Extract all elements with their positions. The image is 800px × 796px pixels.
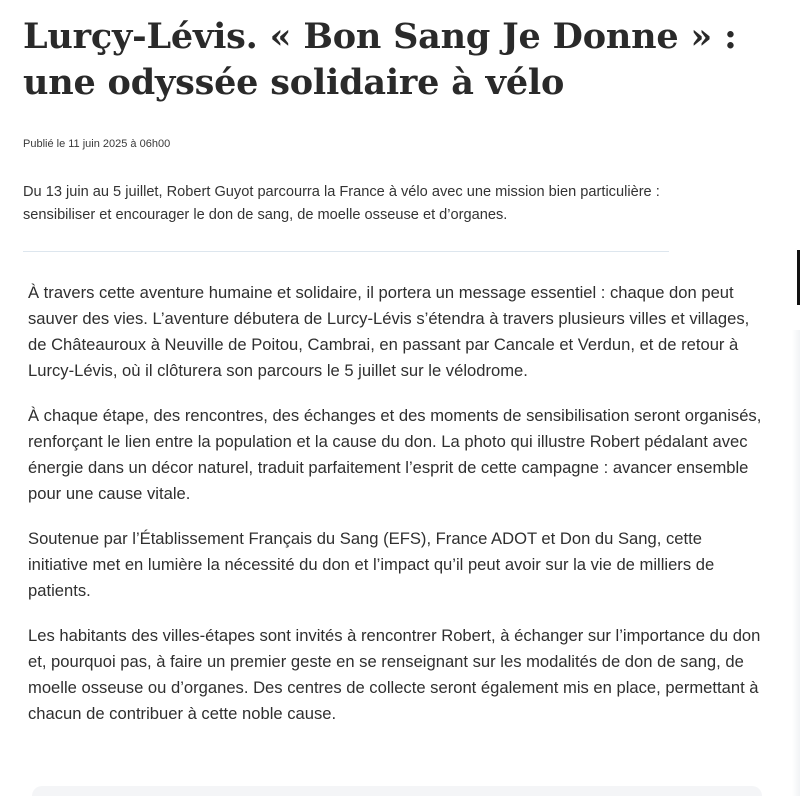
publication-date: Publié le 11 juin 2025 à 06h00 xyxy=(23,138,171,150)
article-paragraph: À travers cette aventure humaine et solidaire, il portera un message essentiel : chaque don peut sauver des vies. L’aventure débutera de Lurcy-Lévis s’étendra à travers plusieurs villes et villages, de Châteauroux à Neuville de Poitou, Cambrai, en passant par Cancale et Verdun, et de retour à Lurcy-Lévis, où il clôturera son parcours le 5 juillet sur le vélodrome. xyxy=(28,283,750,380)
page-edge-shadow xyxy=(792,330,800,796)
article-paragraph: Soutenue par l’Établissement Français du Sang (EFS), France ADOT et Don du Sang, cette initiative met en lumière la nécessité du don et l’impact qu’il peut avoir sur la vie de milliers de patients. xyxy=(28,529,715,600)
next-content-card xyxy=(32,786,762,796)
lead-separator xyxy=(23,251,669,252)
article-paragraph: Les habitants des villes-étapes sont invités à rencontrer Robert, à échanger sur l’importance du don et, pourquoi pas, à faire un premier geste en se renseignant sur les modalités de don de sang, de moelle osseuse ou d’organes. Des centres de collecte seront également mis en place, permettant à chacun de contribuer à cette noble cause. xyxy=(28,626,761,723)
article-body xyxy=(28,280,763,746)
article-lead: Du 13 juin au 5 juillet, Robert Guyot parcourra la France à vélo avec une mission bien particulière : sensibiliser et encourager le don de sang, de moelle osseuse et d’organes. xyxy=(23,184,660,223)
article-title: Lurçy-Lévis. « Bon Sang Je Donne » : une odyssée solidaire à vélo xyxy=(23,16,737,103)
article-paragraph: À chaque étape, des rencontres, des échanges et des moments de sensibilisation seront organisés, renforçant le lien entre la population et la cause du don. La photo qui illustre Robert pédalant avec énergie dans un décor naturel, traduit parfaitement l’esprit de cette campagne : avancer ensemble pour une cause vitale. xyxy=(28,406,762,503)
